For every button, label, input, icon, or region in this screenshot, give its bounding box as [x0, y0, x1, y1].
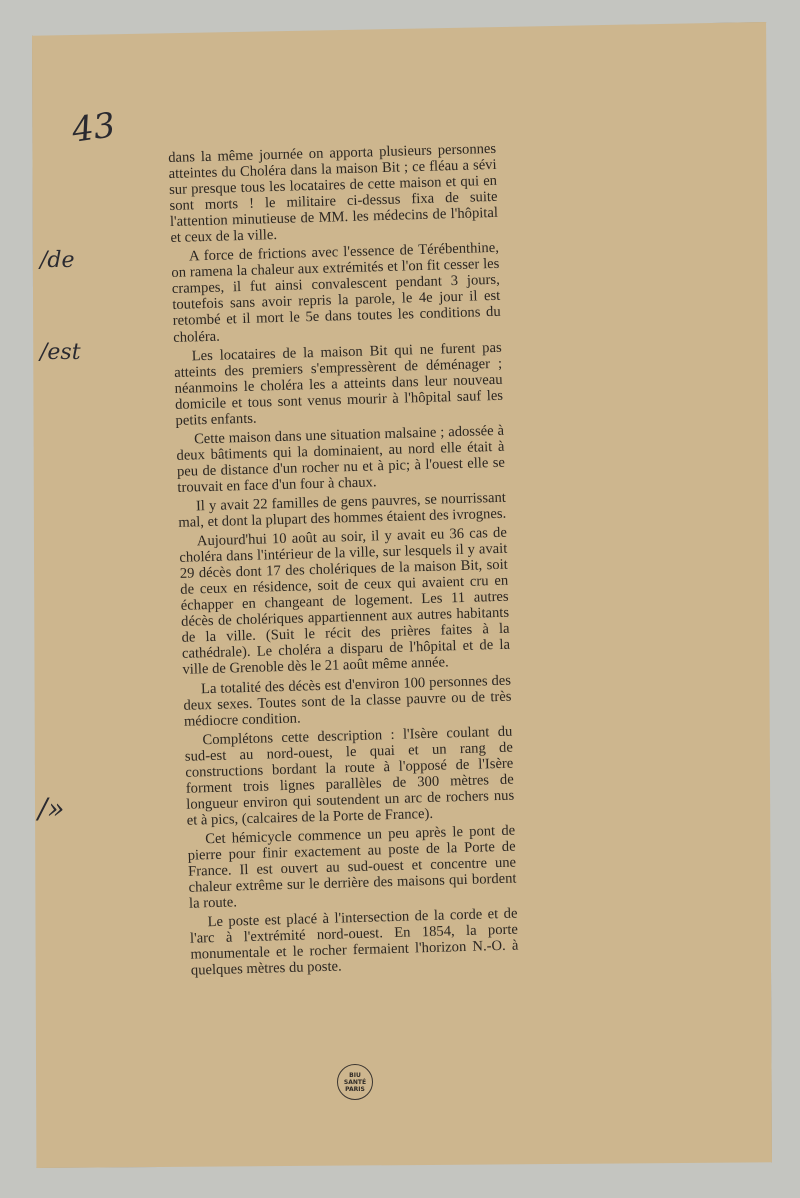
paragraph: dans la même journée on apporta plusieurs personnes atteintes du Choléra dans la maison Bit ; ce fléau a sévi sur presque tous les locataires de cette maison et qui en sont morts ! le militaire ci-dessus fixa de suite l'attention minutieuse de MM. les médecins de l'hôpital et ceux de la ville.	[168, 140, 499, 247]
paragraph: Complétons cette description : l'Isère coulant du sud-est au nord-ouest, le quai et un rang de constructions bordant la route à l'opposé de l'Isère forment trois lignes parallèles de 300 mètres de longueur environ qui soutendent un arc de rochers nus et à pics, (calcaires de la Porte de France).	[184, 723, 515, 829]
stamp-line: SANTÉ	[343, 1078, 367, 1086]
stamp-line: BIU	[349, 1071, 361, 1079]
paragraph: Cet hémicycle commence un peu après le pont de pierre pour finir exactement au poste de la Porte de France. Il est ouvert au sud-ouest et concentre une chaleur extrême sur le derrière des maisons qui bordent la route.	[187, 822, 517, 912]
paragraph: Les locataires de la maison Bit qui ne furent pas atteints des premiers s'empressèrent de déménager ; néanmoins le choléra les a atteints dans leur nouveau domicile et tous sont venus mourir à l'hôpital sauf les petits enfants.	[173, 339, 504, 429]
printed-text-column	[168, 141, 519, 982]
margin-note-est: /est	[40, 340, 81, 365]
paragraph: Le poste est placé à l'intersection de la corde et de l'arc à l'extrémité nord-ouest. En 1854, la porte monumentale et le rocher fermaient l'horizon N.-O. à quelques mètres du poste.	[189, 905, 519, 979]
library-stamp	[337, 1064, 373, 1100]
paragraph: La totalité des décès est d'environ 100 personnes des deux sexes. Toutes sont de la classe pauvre ou de très médiocre condition.	[183, 672, 512, 730]
margin-note-de: /de	[40, 248, 75, 273]
margin-note-quote: /»	[38, 792, 65, 825]
paragraph: Aujourd'hui 10 août au soir, il y avait eu 36 cas de choléra dans l'intérieur de la ville, sur lesquels il y avait 29 décès dont 17 des cholériques de la maison Bit, soit de ceux en résidence, soit de ceux qui avaient cru en échapper en changeant de logement. Les 11 autres décès de cholériques appartiennent aux autres habitants de la ville. (Suit le récit des prières faites à la cathédrale). Le choléra a disparu de l'hôpital et de la ville de Grenoble dès le 21 août même année.	[179, 524, 511, 679]
paragraph: A force de frictions avec l'essence de Térébenthine, on ramena la chaleur aux extrémités et l'on fit cesser les crampes, il fut ainsi convalescent pendant 3 jours, toutefois sans avoir repris la parole, le 4e jour il est retombé et il mort le 5e dans toutes les conditions du choléra.	[171, 240, 501, 346]
paragraph: Il y avait 22 familles de gens pauvres, se nourrissant mal, et dont la plupart des hommes étaient des ivrognes.	[178, 489, 507, 531]
handwritten-page-number: 43	[69, 105, 118, 151]
paragraph: Cette maison dans une situation malsaine ; adossée à deux bâtiments qui la dominaient, au nord elle était à peu de distance d'un rocher nu et à pic; à l'ouest elle se trouvait en face d'un four à chaux.	[176, 422, 506, 496]
stamp-line: PARIS	[345, 1085, 365, 1093]
